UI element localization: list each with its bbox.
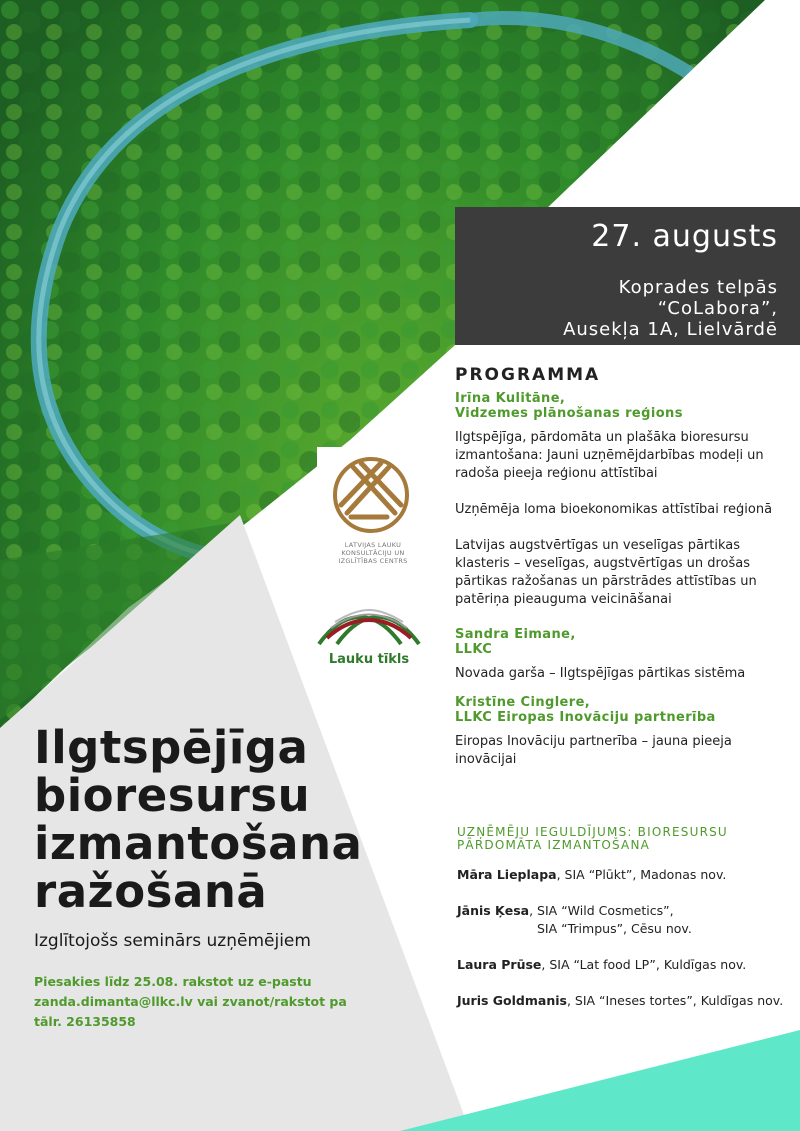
speaker-line: LLKC Eiropas Inovāciju partnerība — [455, 710, 716, 725]
speaker-line: Sandra Eimane, — [455, 627, 576, 642]
speaker-line: Kristīne Cinglere, — [455, 695, 591, 710]
company-list — [457, 866, 797, 1028]
company-details: , SIA “Ineses tortes”, Kuldīgas nov. — [566, 993, 784, 1008]
llkc-name — [325, 541, 421, 565]
registration-info: Piesakies līdz 25.08. rakstot uz e-pastu zanda.dimanta@llkc.lv vai zvanot/rakstot pa tālr. 26135858 — [34, 974, 347, 1029]
company-details: , SIA “Wild Cosmetics”, — [529, 903, 674, 918]
speaker-line: Vidzemes plānošanas reģions — [455, 406, 683, 421]
topic-text: Ilgtspējīga, pārdomāta un plašāka bioresursu izmantošana: Jauni uzņēmējdarbības modeļi un radoša pieeja reģionu attīstībai — [455, 430, 764, 481]
company-person: Juris Goldmanis — [457, 993, 567, 1008]
lauku-tikls-logo — [305, 588, 433, 680]
list-item — [457, 902, 797, 938]
list-item — [457, 956, 797, 974]
title-line: Ilgtspējīga — [34, 721, 309, 774]
investments-title-line: PĀRDOMĀTA IZMANTOŠANA — [457, 838, 651, 852]
lauku-tikls-name: Lauku tīkls — [328, 652, 410, 667]
page-title — [34, 721, 363, 918]
topic-text: Latvijas augstvērtīgas un veselīgas pārtikas klasteris – veselīgas, augstvērtīgas un drošas pārtikas ražošanas un pārstrādes attīstības un patēriņa pieauguma veicināšanai — [455, 538, 757, 607]
llkc-logo — [317, 447, 425, 579]
company-person: Māra Lieplapa — [457, 867, 557, 882]
event-date: 27. augusts — [591, 219, 778, 254]
location-line: Koprades telpās — [618, 277, 778, 298]
company-person: Jānis Ķesa — [457, 903, 530, 918]
speaker-name — [455, 627, 795, 657]
speaker-name — [455, 391, 795, 421]
title-line: bioresursu — [34, 769, 311, 822]
location-line: Ausekļa 1A, Lielvārdē — [563, 319, 778, 340]
topic-text: Eiropas Inovāciju partnerība – jauna pieeja inovācijai — [455, 734, 732, 767]
topic-text: Uzņēmēja loma bioekonomikas attīstībai reģionā — [455, 502, 773, 517]
programme-title: PROGRAMMA — [455, 365, 601, 385]
investments-title-line: UZŅĒMĒJU IEGULDĪJUMS: BIORESURSU — [457, 825, 728, 839]
topic-text: Novada garša – Ilgtspējīgas pārtikas sistēma — [455, 666, 746, 681]
llkc-emblem-icon — [317, 447, 425, 539]
list-item — [457, 866, 797, 884]
speaker-line: LLKC — [455, 642, 493, 657]
event-location — [563, 277, 778, 340]
llkc-name-line: KONSULTĀCIJU UN — [341, 549, 405, 557]
investments-title — [457, 826, 797, 852]
llkc-name-line: IZGLĪTĪBAS CENTRS — [338, 557, 408, 565]
company-details: , SIA “Plūkt”, Madonas nov. — [556, 867, 727, 882]
llkc-name-line: LATVIJAS LAUKU — [344, 541, 402, 549]
title-line: izmantošana — [34, 817, 363, 870]
title-line: ražošanā — [34, 865, 268, 918]
company-person: Laura Prūse — [457, 957, 542, 972]
company-details: SIA “Trimpus”, Cēsu nov. — [537, 921, 692, 936]
subtitle: Izglītojošs seminārs uzņēmējiem — [34, 931, 311, 951]
location-line: “CoLabora”, — [657, 298, 778, 319]
list-item — [457, 992, 797, 1010]
speaker-line: Irīna Kulitāne, — [455, 391, 566, 406]
company-details: , SIA “Lat food LP”, Kuldīgas nov. — [541, 957, 747, 972]
event-info-box — [455, 207, 800, 345]
speaker-name — [455, 695, 795, 725]
programme-section — [455, 365, 795, 787]
lauku-tikls-emblem-icon — [305, 588, 433, 652]
